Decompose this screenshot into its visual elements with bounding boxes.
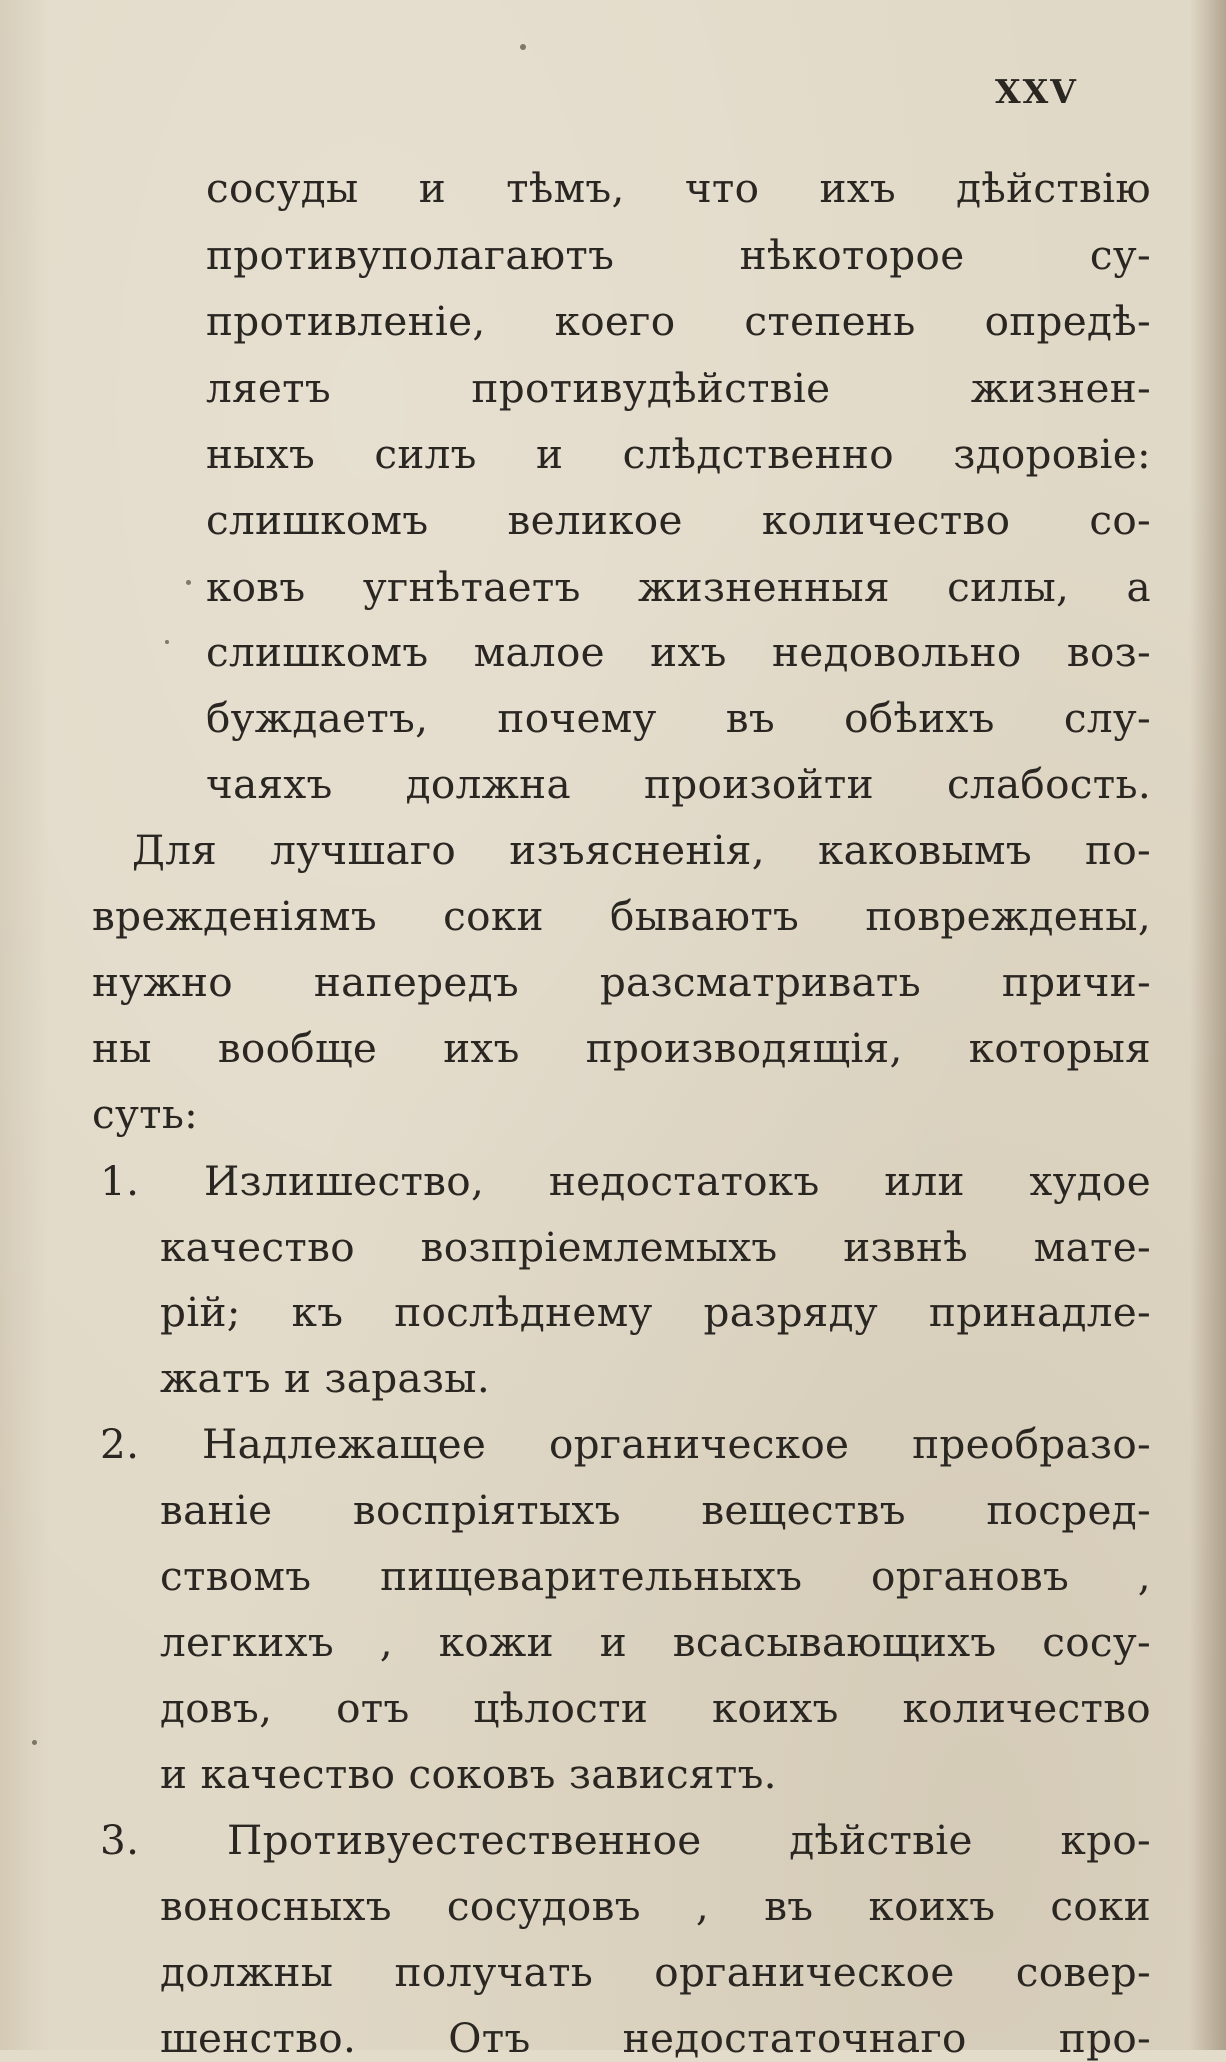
paper-speck: [186, 580, 191, 585]
text-line: противуполагаютъ нѣкоторое су-: [206, 231, 1151, 279]
paper-speck: [165, 640, 169, 644]
text-line: воносныхъ сосудовъ , въ коихъ соки: [160, 1882, 1151, 1930]
text-line: и качество соковъ зависятъ.: [160, 1750, 777, 1798]
text-line: 3. Противуестественное дѣйствіе кро-: [100, 1816, 1151, 1864]
text-line: ствомъ пищеварительныхъ органовъ ,: [160, 1552, 1151, 1600]
text-line: врежденіямъ соки бываютъ повреждены,: [92, 892, 1151, 940]
text-line: качество возпріемлемыхъ извнѣ мате-: [160, 1223, 1151, 1271]
text-line: противленіе, коего степень опредѣ-: [206, 297, 1151, 345]
text-line: 1. Излишество, недостатокъ или худое: [100, 1157, 1151, 1205]
text-line: жатъ и заразы.: [160, 1354, 491, 1402]
text-line: ваніе воспріятыхъ веществъ посред-: [160, 1486, 1151, 1534]
text-line: рій; къ послѣднему разряду принадле-: [160, 1288, 1151, 1336]
text-line: чаяхъ должна произойти слабость.: [206, 760, 1151, 808]
text-line: слишкомъ малое ихъ недовольно воз-: [206, 628, 1151, 676]
page-number: XXV: [995, 72, 1078, 111]
text-line: сосуды и тѣмъ, что ихъ дѣйствію: [206, 164, 1151, 212]
text-line: легкихъ , кожи и всасывающихъ сосу-: [160, 1618, 1151, 1666]
text-line: Для лучшаго изъясненія, каковымъ по-: [132, 826, 1151, 874]
text-line: суть:: [92, 1090, 199, 1138]
paper-speck: [520, 44, 526, 50]
text-line: ныхъ силъ и слѣдственно здоровіе:: [206, 430, 1151, 478]
text-line: должны получать органическое совер-: [160, 1948, 1151, 1996]
text-line: ляетъ противудѣйствіе жизнен-: [206, 364, 1151, 412]
text-line: ны вообще ихъ производящія, которыя: [92, 1024, 1151, 1072]
text-line: шенство. Отъ недостаточнаго про-: [160, 2014, 1151, 2062]
paper-speck: [32, 1740, 37, 1745]
text-line: слишкомъ великое количество со-: [206, 496, 1151, 544]
text-line: нужно напередъ разсматривать причи-: [92, 958, 1151, 1006]
text-line: довъ, отъ цѣлости коихъ количество: [160, 1684, 1151, 1732]
text-line: ковъ угнѣтаетъ жизненныя силы, а: [206, 563, 1151, 611]
text-line: 2. Надлежащее органическое преобразо-: [100, 1420, 1151, 1468]
text-line: буждаетъ, почему въ обѣихъ слу-: [206, 694, 1151, 742]
